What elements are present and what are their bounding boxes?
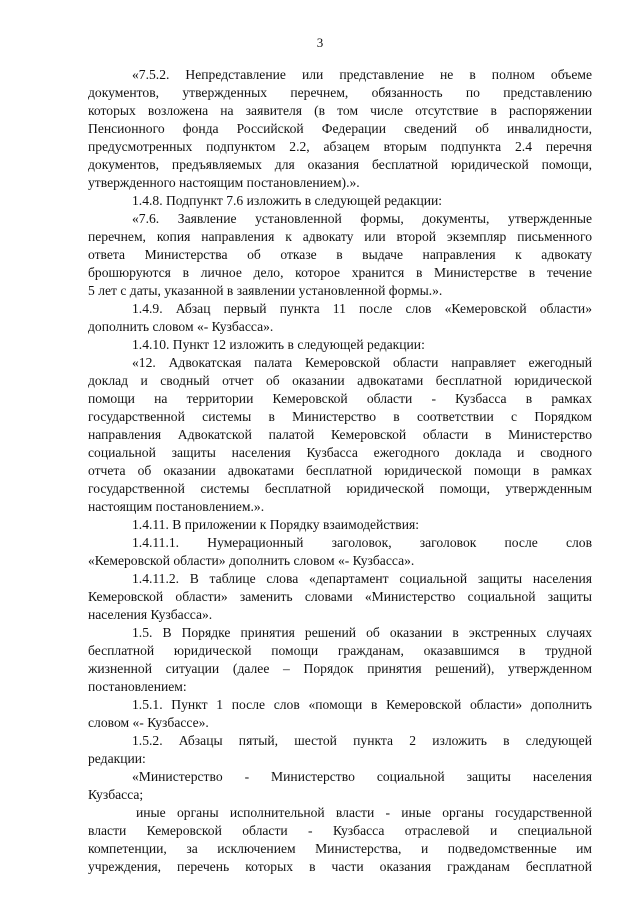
text-line: документов, утвержденных перечнем, обязанность по представлению [88,85,592,100]
text-line: которых возложена на заявителя (в том числе отсутствие в распоряжении [88,103,592,118]
text-line: Кемеровской области» заменить словами «Министерство социальной защиты [88,589,592,604]
text-line: государственной системы в Министерство в соответствии с Порядком [88,409,592,424]
text-line: редакции: [88,751,146,766]
text-line: брошюруются в личное дело, которое хранится в Министерстве в течение [88,265,592,280]
text-line: словом «- Кузбассе». [88,715,209,730]
text-line: жизненной ситуации (далее – Порядок принятия решений), утвержденном [88,661,592,676]
text-line: «7.5.2. Непредставление или представление не в полном объеме [132,67,592,82]
text-line: 1.4.11. В приложении к Порядку взаимодействия: [132,517,420,532]
text-line: 1.4.11.1. Нумерационный заголовок, заголовок после слов [132,535,592,550]
text-line: социальной защиты населения Кузбасса ежегодного доклада и сводного [88,445,592,460]
text-line: Пенсионного фонда Российской Федерации сведений об инвалидности, [88,121,592,136]
text-line: 1.4.8. Подпункт 7.6 изложить в следующей редакции: [132,193,443,208]
text-line: власти Кемеровской области - Кузбасса отраслевой и специальной [88,823,592,838]
text-line: 1.4.11.2. В таблице слова «департамент социальной защиты населения [132,571,592,586]
text-line: иные органы исполнительной власти - иные органы государственной [136,805,592,820]
text-line: населения Кузбасса». [88,607,213,622]
text-line: «7.6. Заявление установленной формы, документы, утвержденные [132,211,592,226]
text-line: постановлением: [88,679,187,694]
text-line: отчета об оказании адвокатами бесплатной юридической помощи в рамках [88,463,592,478]
text-line: 1.4.10. Пункт 12 изложить в следующей редакции: [132,337,425,352]
text-line: компетенции, за исключением Министерства, и подведомственные им [88,841,592,856]
text-line: 1.5.1. Пункт 1 после слов «помощи в Кемеровской области» дополнить [132,697,592,712]
text-line: государственной системы бесплатной юридической помощи, утвержденным [88,481,592,496]
text-line: 1.5. В Порядке принятия решений об оказании в экстренных случаях [132,625,592,640]
text-line: «Министерство - Министерство социальной защиты населения [132,769,592,784]
text-line: учреждения, перечень которых в части оказания гражданам бесплатной [88,859,592,874]
text-line: помощи на территории Кемеровской области - Кузбасса в рамках [88,391,592,406]
text-line: предусмотренных подпунктом 2.2, абзацем вторым подпункта 2.4 перечня [88,139,592,154]
text-line: 1.4.9. Абзац первый пункта 11 после слов «Кемеровской области» [132,301,592,316]
text-line: Кузбасса; [88,787,144,802]
text-line: ответа Министерства об отказе в выдаче направления к адвокату [88,247,592,262]
page-number: 3 [316,35,324,50]
text-line: «12. Адвокатская палата Кемеровской области направляет ежегодный [132,355,592,370]
text-line: «Кемеровской области» дополнить словом «- Кузбасса». [88,553,415,568]
text-line: бесплатной юридической помощи гражданам, оказавшимся в трудной [88,643,592,658]
text-line: документов, предъявляемых для оказания бесплатной юридической помощи, [88,157,592,172]
text-line: направления Адвокатской палатой Кемеровской области в Министерство [88,427,592,442]
text-line: доклад и сводный отчет об оказании адвокатами бесплатной юридической [88,373,592,388]
text-line: перечнем, копия направления к адвокату или второй экземпляр письменного [88,229,592,244]
text-line: 1.5.2. Абзацы пятый, шестой пункта 2 изложить в следующей [132,733,592,748]
document-body [88,66,592,876]
text-line: 5 лет с даты, указанной в заявлении установленной формы.». [88,283,443,298]
text-line: дополнить словом «- Кузбасса». [88,319,274,334]
text-line: утвержденного настоящим постановлением).». [88,175,360,190]
text-line: настоящим постановлением.». [88,499,265,514]
